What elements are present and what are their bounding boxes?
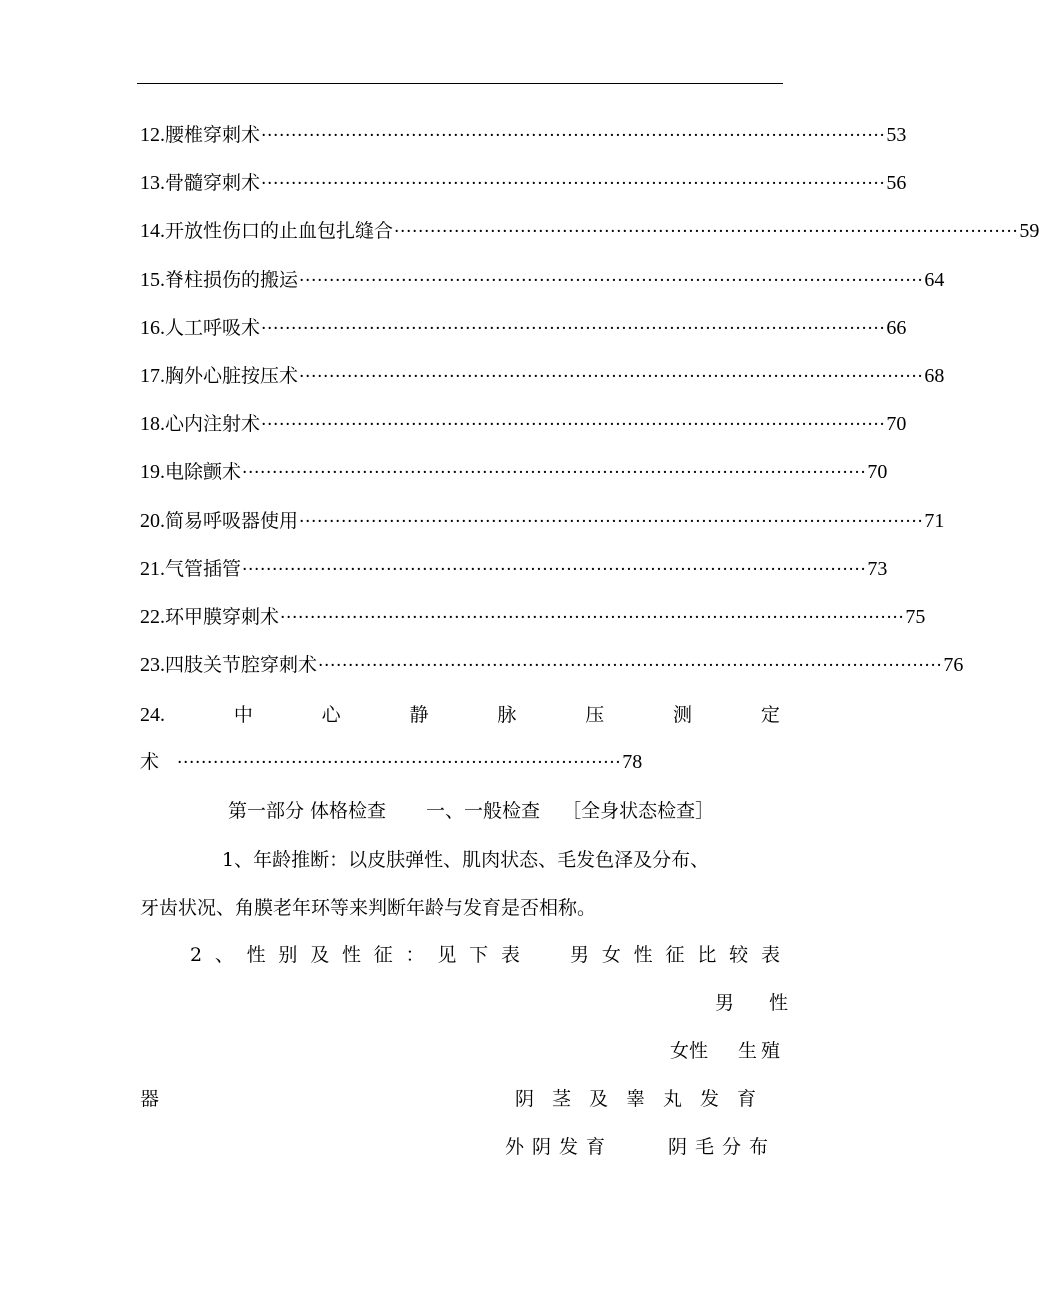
paragraph-2-char: 2 [190, 944, 203, 966]
toc-entry-title: 电除颤术 [165, 461, 242, 484]
paragraph-2-char: 见 [437, 944, 457, 966]
toc-entry-number: 17. [140, 365, 165, 387]
table-header-female: 女性 [670, 1040, 709, 1062]
toc-entry-page: 76 [943, 654, 964, 677]
toc-leader-dots: ········································································································ [242, 559, 867, 580]
toc-entry-24-continued [140, 747, 643, 777]
toc-entry-title-char: 定 [760, 704, 780, 726]
paragraph-2 [190, 940, 520, 970]
toc-entry[interactable] [140, 650, 964, 680]
paragraph-1-line-2: 牙齿状况、角膜老年环等来判断年龄与发育是否相称。 [140, 897, 597, 919]
toc-entry-page: 53 [886, 124, 907, 146]
toc-entry[interactable] [140, 168, 907, 198]
toc-entry-title: 心内注射术 [165, 413, 261, 436]
toc-entry-title: 脊柱损伤的搬运 [165, 268, 299, 291]
toc-entry-number: 18. [140, 413, 165, 436]
table-cell-female-genital: 外阴发育 [505, 1136, 614, 1158]
toc-entry[interactable] [140, 216, 1039, 246]
section-heading-line [228, 796, 714, 826]
toc-entry-page: 73 [867, 557, 888, 580]
table-header-male: 男 性 [715, 992, 797, 1014]
table-title-char: 表 [760, 944, 780, 966]
toc-entry-page: 71 [924, 509, 945, 532]
toc-entry-page: 75 [905, 606, 926, 628]
toc-leader-dots: ········································································································ [261, 174, 886, 195]
toc-entry[interactable] [140, 313, 907, 343]
table-title-char: 较 [729, 944, 749, 966]
toc-entry-title-char: 静 [409, 704, 429, 726]
toc-leader-dots: ········································································································ [242, 463, 867, 484]
toc-entry-title: 开放性伤口的止血包扎缝合 [165, 220, 394, 243]
table-row-label-genital-cont: 器 [140, 1088, 160, 1110]
subsection-heading: 一、一般检查 [426, 800, 541, 822]
toc-entry-24 [140, 700, 780, 730]
toc-entry-title: 四肢关节腔穿刺术 [165, 654, 318, 677]
toc-entry-page: 59 [1019, 220, 1039, 243]
toc-entry-title-char: 心 [321, 704, 341, 726]
toc-leader-dots: ········································································································ [261, 126, 886, 146]
paragraph-2-char: 性 [246, 944, 266, 966]
paragraph-1-line-1: 1、年龄推断：以皮肤弹性、肌肉状态、毛发色泽及分布、 [222, 849, 710, 871]
toc-entry-title-char: 压 [585, 704, 605, 726]
toc-entry[interactable] [140, 554, 888, 584]
paragraph-2-char: 下 [469, 944, 489, 966]
table-title-char: 征 [665, 944, 685, 966]
toc-entry-number: 12. [140, 124, 165, 146]
toc-entry-title: 环甲膜穿刺术 [165, 606, 280, 628]
header-rule [137, 83, 783, 84]
toc-entry-number: 19. [140, 461, 165, 484]
toc-entry-number: 23. [140, 654, 165, 677]
toc-entry-page: 56 [886, 172, 907, 195]
table-title-char: 比 [697, 944, 717, 966]
toc-leader-dots: ·········································································· [177, 753, 622, 773]
toc-entry-title: 胸外心脏按压术 [165, 365, 299, 387]
paragraph-2-char: 、 [214, 944, 234, 966]
toc-entry-number: 21. [140, 557, 165, 580]
toc-entry-number: 20. [140, 509, 165, 532]
toc-entry[interactable] [140, 265, 945, 295]
toc-entry-number: 15. [140, 268, 165, 291]
table-title-char: 男 [570, 944, 590, 966]
paragraph-2-char: 征 [373, 944, 393, 966]
paragraph-2-char: ： [405, 944, 425, 966]
table-cell-male-genital: 阴茎及睾丸发育 [515, 1088, 775, 1110]
table-title [570, 940, 780, 970]
table-row-label-genital: 生殖 [738, 1040, 785, 1062]
table-title-char: 女 [601, 944, 621, 966]
table-title-char: 性 [633, 944, 653, 966]
bracket-note: ［全身状态检查］ [562, 800, 715, 822]
toc-entry[interactable] [140, 602, 926, 632]
paragraph-2-char: 性 [341, 944, 361, 966]
toc-entry-page: 70 [886, 413, 907, 436]
toc-leader-dots: ········································································································ [261, 318, 886, 339]
section-heading: 第一部分 体格检查 [228, 800, 387, 822]
toc-entry-title-char: 测 [673, 704, 693, 726]
toc-entry[interactable] [140, 506, 945, 536]
toc-entry-title: 骨髓穿刺术 [165, 172, 261, 195]
toc-entry-page: 78 [622, 751, 643, 773]
toc-entry-page: 66 [886, 316, 907, 339]
toc-leader-dots: ········································································································ [394, 222, 1019, 243]
table-cell-pubic-hair: 阴毛分布 [668, 1136, 777, 1158]
toc-entry-title-char: 中 [233, 704, 253, 726]
toc-entry-number: 24. [140, 704, 165, 726]
toc-entry-title: 人工呼吸术 [165, 316, 261, 339]
toc-entry-number: 22. [140, 606, 165, 628]
toc-entry-title: 简易呼吸器使用 [165, 509, 299, 532]
paragraph-2-char: 及 [310, 944, 330, 966]
toc-entry[interactable] [140, 361, 945, 391]
toc-entry[interactable] [140, 120, 907, 150]
toc-entry-page: 68 [924, 365, 945, 387]
toc-entry-page: 70 [867, 461, 888, 484]
toc-entry-title: 气管插管 [165, 557, 242, 580]
toc-entry-title: 腰椎穿刺术 [165, 124, 261, 146]
toc-entry-number: 16. [140, 316, 165, 339]
paragraph-2-char: 别 [278, 944, 298, 966]
toc-entry[interactable] [140, 457, 888, 487]
toc-leader-dots: ········································································································ [318, 656, 943, 677]
toc-entry-number: 14. [140, 220, 165, 243]
toc-entry-title-char: 脉 [497, 704, 517, 726]
toc-leader-dots: ········································································································ [261, 415, 886, 436]
toc-leader-dots: ········································································································ [299, 367, 924, 387]
toc-leader-dots: ········································································································ [299, 270, 924, 291]
toc-entry-title-tail: 术 [140, 751, 160, 773]
toc-entry-page: 64 [924, 268, 945, 291]
toc-leader-dots: ········································································································ [280, 608, 905, 628]
toc-entry[interactable] [140, 409, 907, 439]
toc-leader-dots: ········································································································ [299, 511, 924, 532]
toc-entry-number: 13. [140, 172, 165, 195]
paragraph-2-char: 表 [500, 944, 520, 966]
